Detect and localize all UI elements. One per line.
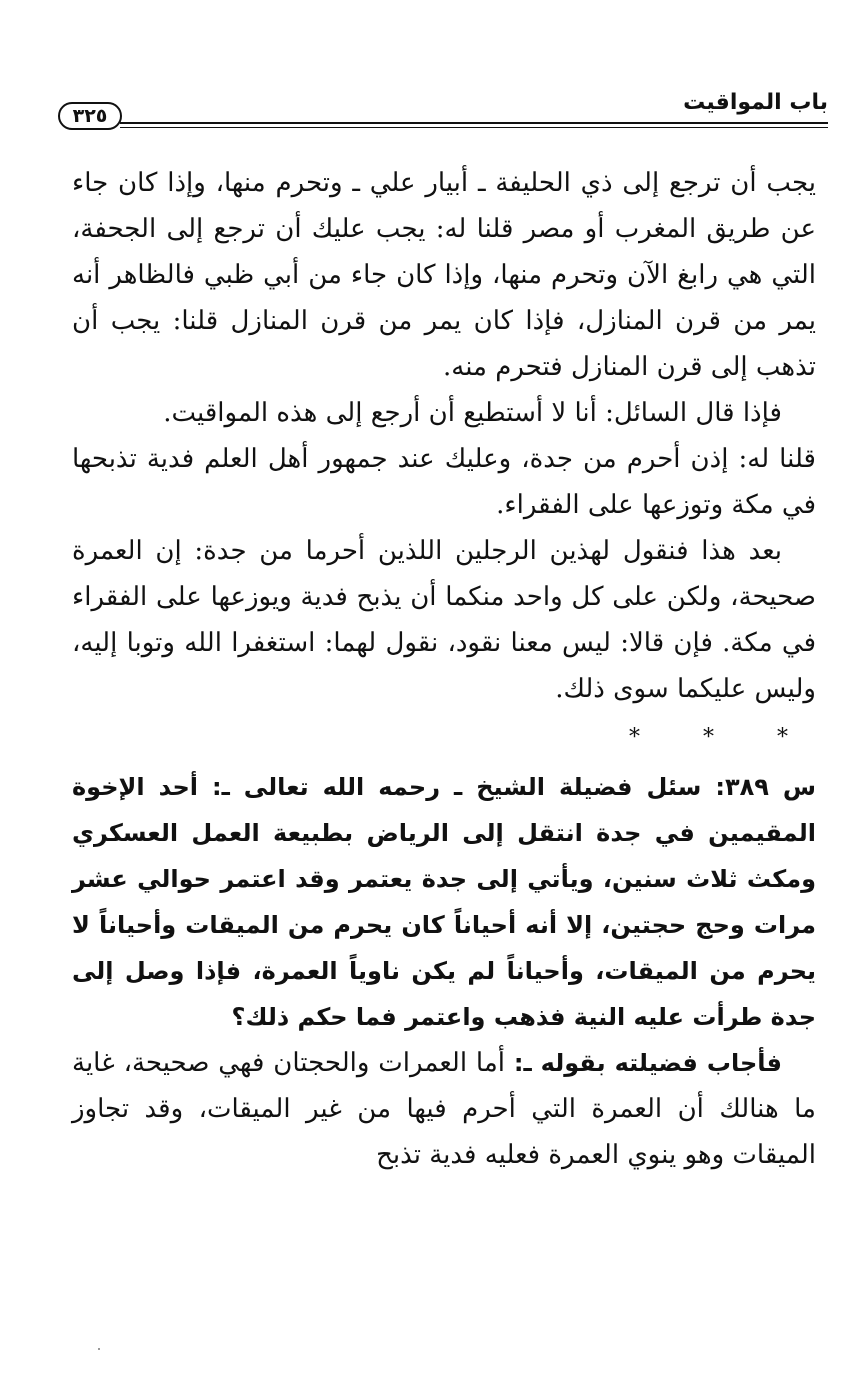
running-header xyxy=(58,88,828,140)
paragraph-4: بعد هذا فنقول لهذين الرجلين اللذين أحرما من جدة: إن العمرة صحيحة، ولكن على كل واحد منكما أن يذبح فدية ويوزعها على الفقراء في مكة. فإن قالا: ليس معنا نقود، نقول لهما: استغفرا الله وتوبا إليه، وليس عليكما سوى ذلك. xyxy=(72,536,816,704)
question-text: سئل فضيلة الشيخ ـ رحمه الله تعالى ـ: أحد الإخوة المقيمين في جدة انتقل إلى الرياض بطبيعة العمل العسكري ومكث ثلاث سنين، ويأتي إلى جدة يعتمر وقد اعتمر حوالي عشر مرات وحج حجتين، إلا أنه أحياناً كان يحرم من الميقات وأحياناً لا يحرم من الميقات، وأحياناً لم يكن ناوياً العمرة، فإذا وصل إلى جدة طرأت عليه النية فذهب واعتمر فما حكم ذلك؟ xyxy=(72,773,816,1031)
question-block xyxy=(72,764,816,1040)
answer-lead: فأجاب فضيلته بقوله ـ: xyxy=(513,1049,783,1077)
answer-text: أما العمرات والحجتان فهي صحيحة، غاية ما هنالك أن العمرة التي أحرم فيها من غير الميقات، وقد تجاوز الميقات وهو ينوي العمرة فعليه فدية تذبح xyxy=(72,1048,816,1170)
scan-speck xyxy=(98,1348,100,1350)
paragraph-1: يجب أن ترجع إلى ذي الحليفة ـ أبيار علي ـ وتحرم منها، وإذا كان جاء عن طريق المغرب أو مصر قلنا له: يجب عليك أن ترجع إلى الجحفة، التي هي رابغ الآن وتحرم منها، وإذا كان جاء من أبي ظبي فالظاهر أنه يمر من قرن المنازل، فإذا كان يمر من قرن المنازل قلنا: يجب أن تذهب إلى قرن المنازل فتحرم منه. xyxy=(72,168,816,382)
body-text xyxy=(72,160,816,1178)
question-label: س ٣٨٩: xyxy=(715,773,817,801)
chapter-title: باب المواقيت xyxy=(683,90,828,115)
header-rule-thick xyxy=(120,122,828,124)
page-number: ٣٢٥ xyxy=(58,102,122,130)
paragraph-3: قلنا له: إذن أحرم من جدة، وعليك عند جمهور أهل العلم فدية تذبحها في مكة وتوزعها على الفقراء. xyxy=(72,444,816,520)
answer-block xyxy=(72,1040,816,1178)
section-separator: * * * xyxy=(629,725,816,750)
header-rule-thin xyxy=(120,127,828,128)
paragraph-2: فإذا قال السائل: أنا لا أستطيع أن أرجع إلى هذه المواقيت. xyxy=(163,398,782,428)
